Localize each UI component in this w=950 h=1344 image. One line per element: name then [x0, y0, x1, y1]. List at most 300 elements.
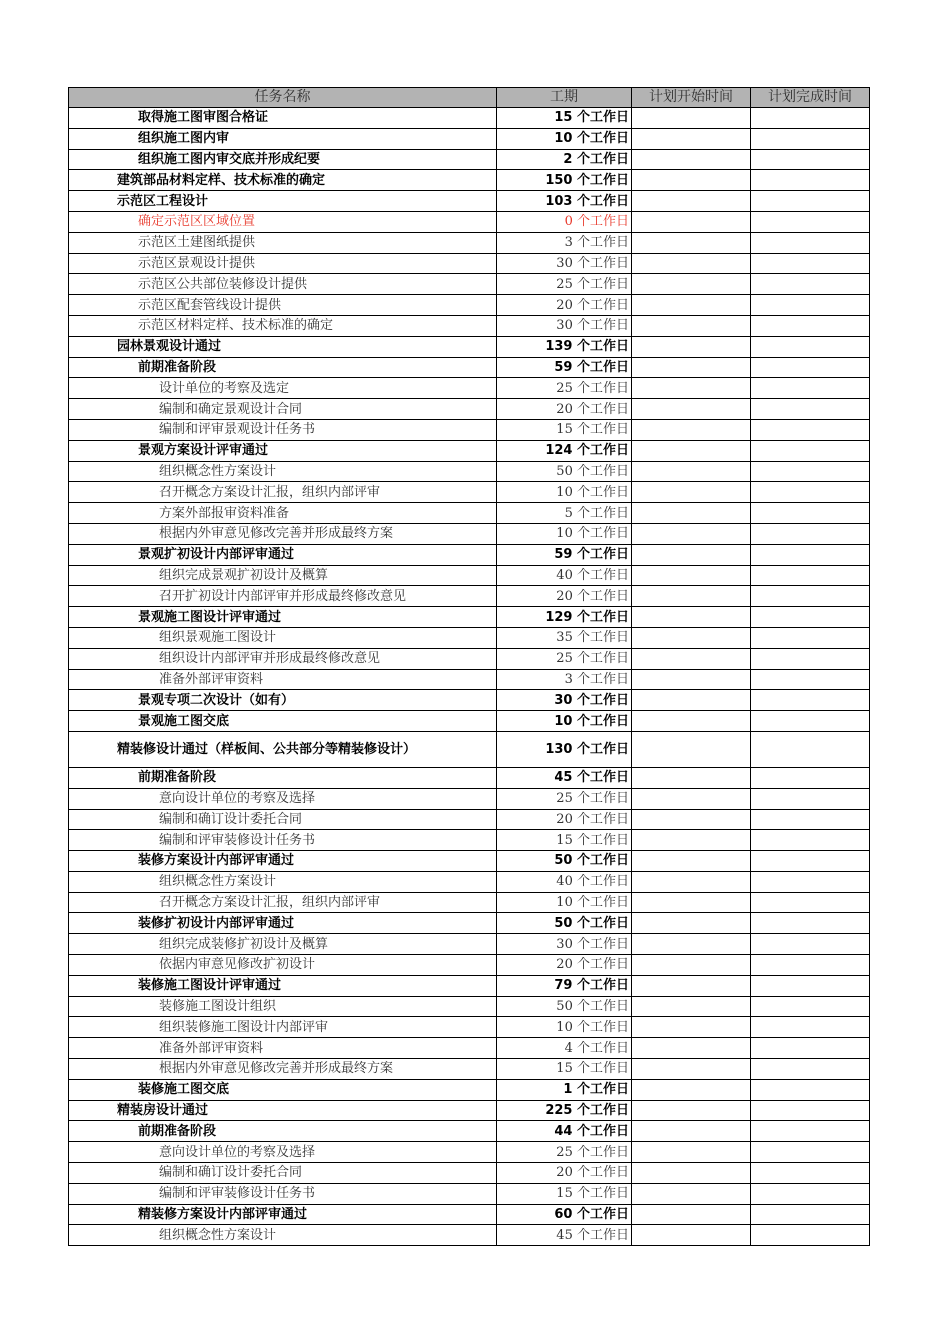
- planned-start-cell[interactable]: [632, 544, 751, 565]
- duration-days: 50: [554, 915, 573, 931]
- planned-start-cell[interactable]: [632, 690, 751, 711]
- duration-cell[interactable]: [497, 315, 632, 336]
- duration-cell[interactable]: [497, 669, 632, 690]
- task-row: [69, 315, 870, 336]
- task-name-cell[interactable]: 装修施工图设计评审通过: [69, 975, 497, 996]
- planned-start-cell[interactable]: [632, 232, 751, 253]
- planned-start-cell[interactable]: [632, 108, 751, 129]
- planned-start-cell[interactable]: [632, 1142, 751, 1163]
- planned-start-cell[interactable]: [632, 851, 751, 872]
- task-name-cell[interactable]: 编制和评审装修设计任务书: [69, 830, 497, 851]
- task-name-cell[interactable]: 根据内外审意见修改完善并形成最终方案: [69, 523, 497, 544]
- task-name-cell[interactable]: 示范区工程设计: [69, 191, 497, 212]
- planned-finish-cell[interactable]: [751, 378, 870, 399]
- duration-unit: 个工作日: [576, 770, 629, 786]
- planned-finish-cell[interactable]: [751, 607, 870, 628]
- task-name-cell[interactable]: 前期准备阶段: [69, 767, 497, 788]
- planned-finish-cell[interactable]: [751, 191, 870, 212]
- task-name-cell[interactable]: 组织概念性方案设计: [69, 461, 497, 482]
- task-row: [69, 211, 870, 232]
- planned-finish-cell[interactable]: [751, 565, 870, 586]
- duration-cell[interactable]: [497, 482, 632, 503]
- task-row: [69, 690, 870, 711]
- planned-start-cell[interactable]: [632, 274, 751, 295]
- duration-cell[interactable]: [497, 731, 632, 767]
- duration-unit: 个工作日: [576, 193, 629, 209]
- planned-start-cell[interactable]: [632, 399, 751, 420]
- planned-finish-cell[interactable]: [751, 934, 870, 955]
- task-row: [69, 503, 870, 524]
- task-name-cell[interactable]: 组织施工图内审交底并形成纪要: [69, 149, 497, 170]
- planned-start-cell[interactable]: [632, 955, 751, 976]
- task-row: [69, 295, 870, 316]
- duration-cell[interactable]: [497, 544, 632, 565]
- duration-days: 59: [554, 547, 573, 563]
- task-row: [69, 851, 870, 872]
- planned-start-cell[interactable]: [632, 648, 751, 669]
- planned-start-cell[interactable]: [632, 788, 751, 809]
- planned-finish-cell[interactable]: [751, 274, 870, 295]
- task-name-cell[interactable]: 装修施工图交底: [69, 1079, 497, 1100]
- planned-start-cell[interactable]: [632, 1079, 751, 1100]
- task-name-cell[interactable]: 编制和确定景观设计合同: [69, 399, 497, 420]
- duration-days: 40: [556, 567, 573, 583]
- planned-finish-cell[interactable]: [751, 1059, 870, 1080]
- duration-cell[interactable]: [497, 767, 632, 788]
- planned-finish-cell[interactable]: [751, 1038, 870, 1059]
- task-name-cell[interactable]: 组织概念性方案设计: [69, 1225, 497, 1246]
- duration-days: 25: [556, 651, 573, 667]
- duration-unit: 个工作日: [576, 1123, 629, 1139]
- task-row: [69, 357, 870, 378]
- duration-unit: 个工作日: [576, 713, 629, 729]
- planned-finish-cell[interactable]: [751, 1183, 870, 1204]
- duration-cell[interactable]: [497, 523, 632, 544]
- task-name-cell[interactable]: 召开概念方案设计汇报，组织内部评审: [69, 892, 497, 913]
- duration-cell[interactable]: [497, 295, 632, 316]
- task-name-cell[interactable]: 编制和确订设计委托合同: [69, 1163, 497, 1184]
- planned-finish-cell[interactable]: [751, 1163, 870, 1184]
- task-row: [69, 1163, 870, 1184]
- task-name-cell[interactable]: 准备外部评审资料: [69, 669, 497, 690]
- duration-cell[interactable]: [497, 690, 632, 711]
- duration-cell[interactable]: [497, 378, 632, 399]
- duration-cell[interactable]: [497, 399, 632, 420]
- duration-unit: 个工作日: [576, 1144, 629, 1160]
- planned-finish-cell[interactable]: [751, 419, 870, 440]
- duration-cell[interactable]: [497, 1204, 632, 1225]
- planned-finish-cell[interactable]: [751, 975, 870, 996]
- planned-start-cell[interactable]: [632, 627, 751, 648]
- planned-finish-cell[interactable]: [751, 523, 870, 544]
- task-name-cell[interactable]: 景观施工图交底: [69, 711, 497, 732]
- planned-finish-cell[interactable]: [751, 690, 870, 711]
- header-task-name[interactable]: 任务名称: [69, 88, 497, 108]
- duration-cell[interactable]: [497, 336, 632, 357]
- task-row: [69, 788, 870, 809]
- duration-cell[interactable]: [497, 955, 632, 976]
- duration-days: 59: [554, 359, 573, 375]
- duration-days: 25: [556, 276, 573, 292]
- planned-finish-cell[interactable]: [751, 336, 870, 357]
- planned-finish-cell[interactable]: [751, 830, 870, 851]
- planned-finish-cell[interactable]: [751, 851, 870, 872]
- header-planned-start[interactable]: 计划开始时间: [632, 88, 751, 108]
- task-name-cell[interactable]: 示范区材料定样、技术标准的确定: [69, 315, 497, 336]
- duration-unit: 个工作日: [576, 359, 629, 375]
- task-row: [69, 149, 870, 170]
- duration-cell[interactable]: [497, 851, 632, 872]
- planned-finish-cell[interactable]: [751, 788, 870, 809]
- duration-days: 20: [556, 957, 573, 973]
- task-name-cell[interactable]: 方案外部报审资料准备: [69, 503, 497, 524]
- planned-start-cell[interactable]: [632, 523, 751, 544]
- task-name-cell[interactable]: 示范区公共部位装修设计提供: [69, 274, 497, 295]
- planned-finish-cell[interactable]: [751, 996, 870, 1017]
- planned-finish-cell[interactable]: [751, 669, 870, 690]
- duration-cell[interactable]: [497, 809, 632, 830]
- header-duration[interactable]: 工期: [497, 88, 632, 108]
- planned-start-cell[interactable]: [632, 711, 751, 732]
- duration-cell[interactable]: [497, 191, 632, 212]
- duration-days: 139: [545, 339, 573, 355]
- task-name-cell[interactable]: 组织设计内部评审并形成最终修改意见: [69, 648, 497, 669]
- duration-unit: 个工作日: [576, 131, 629, 147]
- duration-cell[interactable]: [497, 149, 632, 170]
- duration-cell[interactable]: [497, 892, 632, 913]
- planned-start-cell[interactable]: [632, 565, 751, 586]
- task-name-cell[interactable]: 组织完成装修扩初设计及概算: [69, 934, 497, 955]
- planned-finish-cell[interactable]: [751, 108, 870, 129]
- duration-days: 50: [556, 463, 573, 479]
- planned-start-cell[interactable]: [632, 809, 751, 830]
- task-name-cell[interactable]: 景观扩初设计内部评审通过: [69, 544, 497, 565]
- task-row: [69, 419, 870, 440]
- planned-start-cell[interactable]: [632, 503, 751, 524]
- duration-days: 225: [545, 1103, 573, 1119]
- task-name-cell[interactable]: 精装房设计通过: [69, 1100, 497, 1121]
- duration-cell[interactable]: [497, 1038, 632, 1059]
- header-row: [69, 88, 870, 108]
- planned-start-cell[interactable]: [632, 357, 751, 378]
- task-name-cell[interactable]: 编制和评审装修设计任务书: [69, 1183, 497, 1204]
- duration-unit: 个工作日: [576, 692, 629, 708]
- planned-start-cell[interactable]: [632, 607, 751, 628]
- planned-finish-cell[interactable]: [751, 1017, 870, 1038]
- planned-start-cell[interactable]: [632, 669, 751, 690]
- planned-start-cell[interactable]: [632, 128, 751, 149]
- planned-finish-cell[interactable]: [751, 809, 870, 830]
- duration-unit: 个工作日: [576, 526, 629, 542]
- planned-start-cell[interactable]: [632, 1163, 751, 1184]
- duration-days: 124: [545, 443, 573, 459]
- duration-days: 10: [556, 526, 573, 542]
- task-name-cell[interactable]: 装修扩初设计内部评审通过: [69, 913, 497, 934]
- planned-finish-cell[interactable]: [751, 1142, 870, 1163]
- planned-start-cell[interactable]: [632, 1017, 751, 1038]
- planned-finish-cell[interactable]: [751, 1121, 870, 1142]
- duration-cell[interactable]: [497, 253, 632, 274]
- duration-cell[interactable]: [497, 975, 632, 996]
- duration-cell[interactable]: [497, 1163, 632, 1184]
- task-name-cell[interactable]: 意向设计单位的考察及选择: [69, 1142, 497, 1163]
- planned-start-cell[interactable]: [632, 440, 751, 461]
- task-name-cell[interactable]: 意向设计单位的考察及选择: [69, 788, 497, 809]
- task-name-cell[interactable]: 召开扩初设计内部评审并形成最终修改意见: [69, 586, 497, 607]
- planned-start-cell[interactable]: [632, 253, 751, 274]
- duration-cell[interactable]: [497, 1100, 632, 1121]
- task-name-cell[interactable]: 组织概念性方案设计: [69, 871, 497, 892]
- task-row: [69, 996, 870, 1017]
- duration-cell[interactable]: [497, 1183, 632, 1204]
- duration-cell[interactable]: [497, 1225, 632, 1246]
- task-name-cell[interactable]: 设计单位的考察及选定: [69, 378, 497, 399]
- duration-unit: 个工作日: [576, 422, 629, 438]
- duration-cell[interactable]: [497, 996, 632, 1017]
- planned-finish-cell[interactable]: [751, 1079, 870, 1100]
- task-name-cell[interactable]: 示范区配套管线设计提供: [69, 295, 497, 316]
- duration-unit: 个工作日: [576, 874, 629, 890]
- planned-start-cell[interactable]: [632, 934, 751, 955]
- duration-days: 3: [564, 235, 573, 251]
- task-row: [69, 955, 870, 976]
- task-name-cell[interactable]: 组织施工图内审: [69, 128, 497, 149]
- planned-finish-cell[interactable]: [751, 731, 870, 767]
- planned-start-cell[interactable]: [632, 731, 751, 767]
- duration-cell[interactable]: [497, 461, 632, 482]
- duration-unit: 个工作日: [576, 318, 629, 334]
- planned-finish-cell[interactable]: [751, 627, 870, 648]
- planned-finish-cell[interactable]: [751, 211, 870, 232]
- planned-finish-cell[interactable]: [751, 648, 870, 669]
- planned-finish-cell[interactable]: [751, 767, 870, 788]
- task-name-cell[interactable]: 确定示范区区域位置: [69, 211, 497, 232]
- planned-start-cell[interactable]: [632, 419, 751, 440]
- duration-cell[interactable]: [497, 419, 632, 440]
- duration-cell[interactable]: [497, 934, 632, 955]
- planned-finish-cell[interactable]: [751, 315, 870, 336]
- task-row: [69, 731, 870, 767]
- duration-unit: 个工作日: [576, 1227, 629, 1243]
- planned-finish-cell[interactable]: [751, 892, 870, 913]
- planned-finish-cell[interactable]: [751, 711, 870, 732]
- duration-cell[interactable]: [497, 440, 632, 461]
- planned-finish-cell[interactable]: [751, 149, 870, 170]
- duration-cell[interactable]: [497, 565, 632, 586]
- task-row: [69, 669, 870, 690]
- duration-cell[interactable]: [497, 1059, 632, 1080]
- duration-days: 129: [545, 609, 573, 625]
- task-row: [69, 544, 870, 565]
- task-name-cell[interactable]: 召开概念方案设计汇报，组织内部评审: [69, 482, 497, 503]
- planned-finish-cell[interactable]: [751, 170, 870, 191]
- planned-start-cell[interactable]: [632, 996, 751, 1017]
- planned-start-cell[interactable]: [632, 1225, 751, 1246]
- planned-finish-cell[interactable]: [751, 461, 870, 482]
- planned-finish-cell[interactable]: [751, 1100, 870, 1121]
- duration-unit: 个工作日: [576, 1061, 629, 1077]
- duration-cell[interactable]: [497, 711, 632, 732]
- duration-days: 40: [556, 874, 573, 890]
- task-name-cell[interactable]: 景观专项二次设计（如有）: [69, 690, 497, 711]
- task-name-cell[interactable]: 组织景观施工图设计: [69, 627, 497, 648]
- task-row: [69, 232, 870, 253]
- task-row: [69, 482, 870, 503]
- task-name-cell[interactable]: 依据内审意见修改扩初设计: [69, 955, 497, 976]
- duration-cell[interactable]: [497, 232, 632, 253]
- task-name-cell[interactable]: 精装修方案设计内部评审通过: [69, 1204, 497, 1225]
- duration-cell[interactable]: [497, 648, 632, 669]
- planned-start-cell[interactable]: [632, 1100, 751, 1121]
- task-row: [69, 767, 870, 788]
- task-name-cell[interactable]: 景观方案设计评审通过: [69, 440, 497, 461]
- planned-start-cell[interactable]: [632, 211, 751, 232]
- planned-start-cell[interactable]: [632, 315, 751, 336]
- planned-start-cell[interactable]: [632, 871, 751, 892]
- duration-days: 25: [556, 791, 573, 807]
- task-name-cell[interactable]: 根据内外审意见修改完善并形成最终方案: [69, 1059, 497, 1080]
- duration-cell[interactable]: [497, 274, 632, 295]
- planned-start-cell[interactable]: [632, 191, 751, 212]
- task-name-cell[interactable]: 装修施工图设计组织: [69, 996, 497, 1017]
- task-name-cell[interactable]: 示范区景观设计提供: [69, 253, 497, 274]
- task-name-cell[interactable]: 编制和确订设计委托合同: [69, 809, 497, 830]
- task-name-cell[interactable]: 准备外部评审资料: [69, 1038, 497, 1059]
- planned-start-cell[interactable]: [632, 830, 751, 851]
- task-row: [69, 648, 870, 669]
- planned-finish-cell[interactable]: [751, 955, 870, 976]
- planned-finish-cell[interactable]: [751, 544, 870, 565]
- planned-start-cell[interactable]: [632, 1059, 751, 1080]
- duration-cell[interactable]: [497, 586, 632, 607]
- planned-finish-cell[interactable]: [751, 1225, 870, 1246]
- task-row: [69, 913, 870, 934]
- duration-cell[interactable]: [497, 1017, 632, 1038]
- task-name-cell[interactable]: 编制和评审景观设计任务书: [69, 419, 497, 440]
- task-name-cell[interactable]: 装修方案设计内部评审通过: [69, 851, 497, 872]
- duration-unit: 个工作日: [576, 567, 629, 583]
- planned-finish-cell[interactable]: [751, 1204, 870, 1225]
- planned-finish-cell[interactable]: [751, 503, 870, 524]
- duration-cell[interactable]: [497, 503, 632, 524]
- duration-days: 20: [556, 588, 573, 604]
- duration-days: 15: [556, 1186, 573, 1202]
- task-name-cell[interactable]: 取得施工图审图合格证: [69, 108, 497, 129]
- task-name-cell[interactable]: 景观施工图设计评审通过: [69, 607, 497, 628]
- planned-start-cell[interactable]: [632, 149, 751, 170]
- task-row: [69, 809, 870, 830]
- planned-finish-cell[interactable]: [751, 253, 870, 274]
- planned-start-cell[interactable]: [632, 1183, 751, 1204]
- planned-start-cell[interactable]: [632, 913, 751, 934]
- task-name-cell[interactable]: 精装修设计通过（样板间、公共部分等精装修设计）: [69, 731, 497, 767]
- planned-finish-cell[interactable]: [751, 586, 870, 607]
- duration-unit: 个工作日: [576, 1019, 629, 1035]
- task-row: [69, 1142, 870, 1163]
- duration-cell[interactable]: [497, 627, 632, 648]
- duration-unit: 个工作日: [576, 1040, 629, 1056]
- planned-start-cell[interactable]: [632, 336, 751, 357]
- planned-finish-cell[interactable]: [751, 128, 870, 149]
- duration-cell[interactable]: [497, 1121, 632, 1142]
- task-row: [69, 1017, 870, 1038]
- task-name-cell[interactable]: 前期准备阶段: [69, 357, 497, 378]
- task-row: [69, 830, 870, 851]
- planned-start-cell[interactable]: [632, 482, 751, 503]
- task-name-cell[interactable]: 组织装修施工图设计内部评审: [69, 1017, 497, 1038]
- duration-unit: 个工作日: [576, 811, 629, 827]
- task-name-cell[interactable]: 组织完成景观扩初设计及概算: [69, 565, 497, 586]
- planned-finish-cell[interactable]: [751, 871, 870, 892]
- duration-cell[interactable]: [497, 108, 632, 129]
- planned-start-cell[interactable]: [632, 378, 751, 399]
- planned-start-cell[interactable]: [632, 461, 751, 482]
- task-row: [69, 253, 870, 274]
- task-name-cell[interactable]: 前期准备阶段: [69, 1121, 497, 1142]
- planned-finish-cell[interactable]: [751, 440, 870, 461]
- duration-cell[interactable]: [497, 170, 632, 191]
- duration-unit: 个工作日: [576, 999, 629, 1015]
- task-row: [69, 975, 870, 996]
- planned-start-cell[interactable]: [632, 1038, 751, 1059]
- planned-finish-cell[interactable]: [751, 482, 870, 503]
- duration-cell[interactable]: [497, 871, 632, 892]
- duration-cell[interactable]: [497, 607, 632, 628]
- planned-finish-cell[interactable]: [751, 399, 870, 420]
- duration-unit: 个工作日: [576, 630, 629, 646]
- duration-unit: 个工作日: [576, 443, 629, 459]
- duration-cell[interactable]: [497, 128, 632, 149]
- planned-start-cell[interactable]: [632, 295, 751, 316]
- task-row: [69, 586, 870, 607]
- duration-cell[interactable]: [497, 1079, 632, 1100]
- header-planned-finish[interactable]: 计划完成时间: [751, 88, 870, 108]
- task-row: [69, 1079, 870, 1100]
- planned-finish-cell[interactable]: [751, 232, 870, 253]
- task-row: [69, 627, 870, 648]
- duration-days: 30: [556, 318, 573, 334]
- duration-cell[interactable]: [497, 211, 632, 232]
- task-row: [69, 934, 870, 955]
- task-name-cell[interactable]: 园林景观设计通过: [69, 336, 497, 357]
- duration-days: 10: [556, 895, 573, 911]
- duration-days: 10: [556, 1019, 573, 1035]
- planned-start-cell[interactable]: [632, 975, 751, 996]
- planned-start-cell[interactable]: [632, 767, 751, 788]
- duration-days: 15: [554, 110, 573, 126]
- planned-finish-cell[interactable]: [751, 295, 870, 316]
- planned-finish-cell[interactable]: [751, 913, 870, 934]
- planned-finish-cell[interactable]: [751, 357, 870, 378]
- task-row: [69, 128, 870, 149]
- duration-cell[interactable]: [497, 788, 632, 809]
- task-name-cell[interactable]: 示范区土建图纸提供: [69, 232, 497, 253]
- duration-unit: 个工作日: [576, 1165, 629, 1181]
- duration-cell[interactable]: [497, 913, 632, 934]
- task-row: [69, 378, 870, 399]
- duration-cell[interactable]: [497, 1142, 632, 1163]
- duration-days: 20: [556, 811, 573, 827]
- duration-cell[interactable]: [497, 357, 632, 378]
- planned-start-cell[interactable]: [632, 586, 751, 607]
- planned-start-cell[interactable]: [632, 892, 751, 913]
- planned-start-cell[interactable]: [632, 170, 751, 191]
- planned-start-cell[interactable]: [632, 1121, 751, 1142]
- task-name-cell[interactable]: 建筑部品材料定样、技术标准的确定: [69, 170, 497, 191]
- planned-start-cell[interactable]: [632, 1204, 751, 1225]
- task-row: [69, 711, 870, 732]
- duration-cell[interactable]: [497, 830, 632, 851]
